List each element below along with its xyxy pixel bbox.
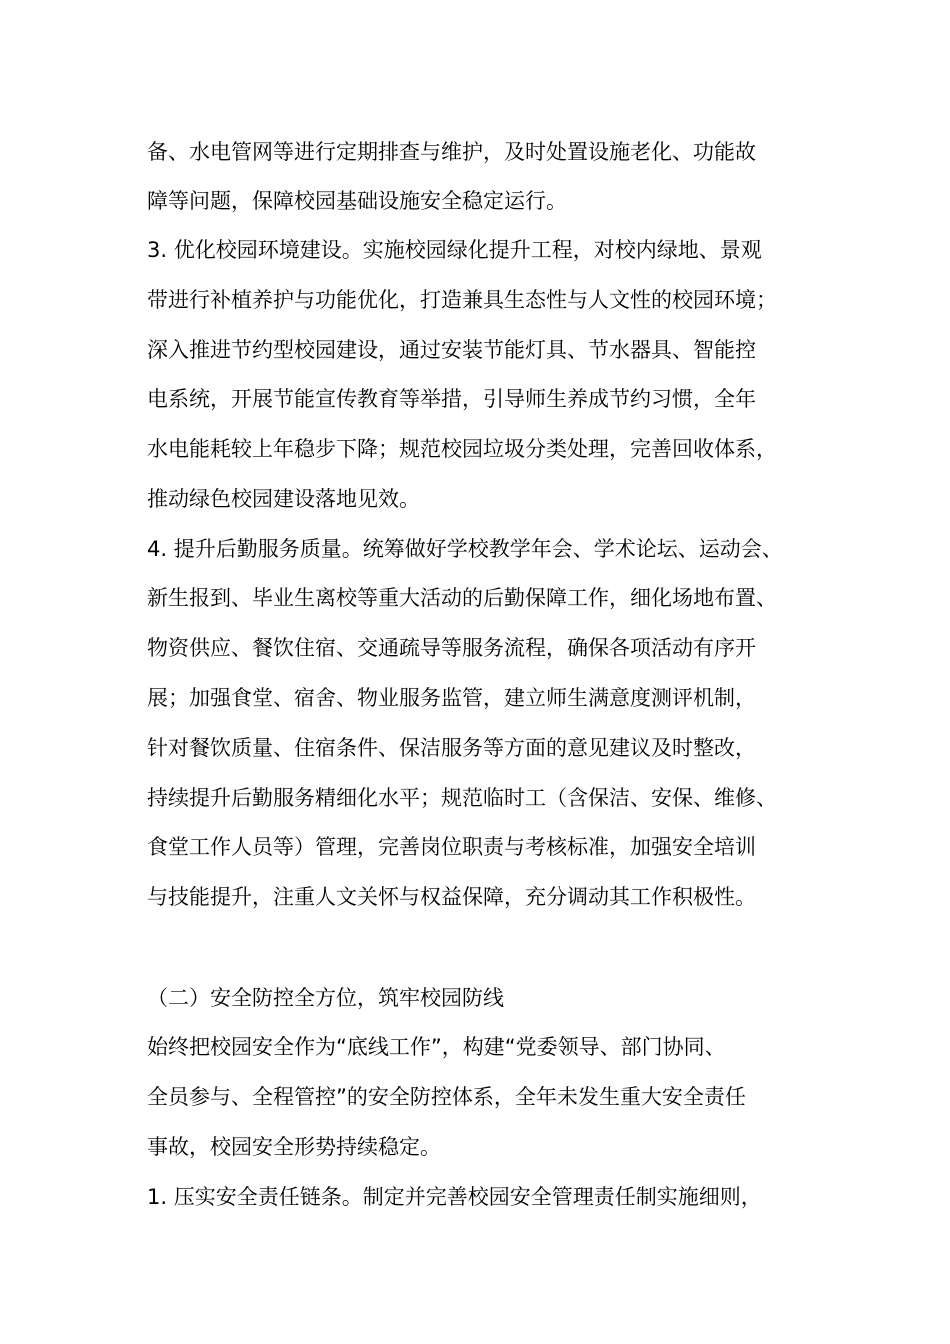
paragraph-line: 推动绿色校园建设落地见效。 xyxy=(147,487,420,511)
paragraph-line: 持续提升后勤服务精细化水平；规范临时工（含保洁、安保、维修、 xyxy=(147,786,777,810)
paragraph-line: 针对餐饮质量、住宿条件、保洁服务等方面的意见建议及时整改， xyxy=(147,736,756,760)
paragraph-line: 水电能耗较上年稳步下降；规范校园垃圾分类处理，完善回收体系， xyxy=(147,437,777,461)
paragraph-line: 与技能提升，注重人文关怀与权益保障，充分调动其工作积极性。 xyxy=(147,885,756,909)
paragraph-line: 备、水电管网等进行定期排查与维护，及时处置设施老化、功能故 xyxy=(147,140,756,164)
paragraph-line: 新生报到、毕业生离校等重大活动的后勤保障工作，细化场地布置、 xyxy=(147,586,777,610)
paragraph-line: 全员参与、全程管控”的安全防控体系，全年未发生重大安全责任 xyxy=(147,1085,746,1109)
list-item-3-line: 3. 优化校园环境建设。实施校园绿化提升工程，对校内绿地、景观 xyxy=(147,238,762,262)
list-item-4-line: 4. 提升后勤服务质量。统筹做好学校教学年会、学术论坛、运动会、 xyxy=(147,537,783,561)
paragraph-line: 展；加强食堂、宿舍、物业服务监管，建立师生满意度测评机制， xyxy=(147,686,756,710)
paragraph-line: 食堂工作人员等）管理，完善岗位职责与考核标准，加强安全培训 xyxy=(147,835,756,859)
paragraph-line: 带进行补植养护与功能优化，打造兼具生态性与人文性的校园环境； xyxy=(147,288,777,312)
paragraph-line: 始终把校园安全作为“底线工作”，构建“党委领导、部门协同、 xyxy=(147,1035,726,1059)
paragraph-line: 障等问题，保障校园基础设施安全稳定运行。 xyxy=(147,189,567,213)
paragraph-line: 电系统，开展节能宣传教育等举措，引导师生养成节约习惯，全年 xyxy=(147,387,756,411)
paragraph-line: 深入推进节约型校园建设，通过安装节能灯具、节水器具、智能控 xyxy=(147,338,756,362)
paragraph-line: 物资供应、餐饮住宿、交通疏导等服务流程，确保各项活动有序开 xyxy=(147,636,756,660)
section-heading: （二）安全防控全方位，筑牢校园防线 xyxy=(147,986,504,1010)
paragraph-line: 事故，校园安全形势持续稳定。 xyxy=(147,1135,441,1159)
list-item-1-line: 1. 压实安全责任链条。制定并完善校园安全管理责任制实施细则， xyxy=(147,1185,762,1209)
